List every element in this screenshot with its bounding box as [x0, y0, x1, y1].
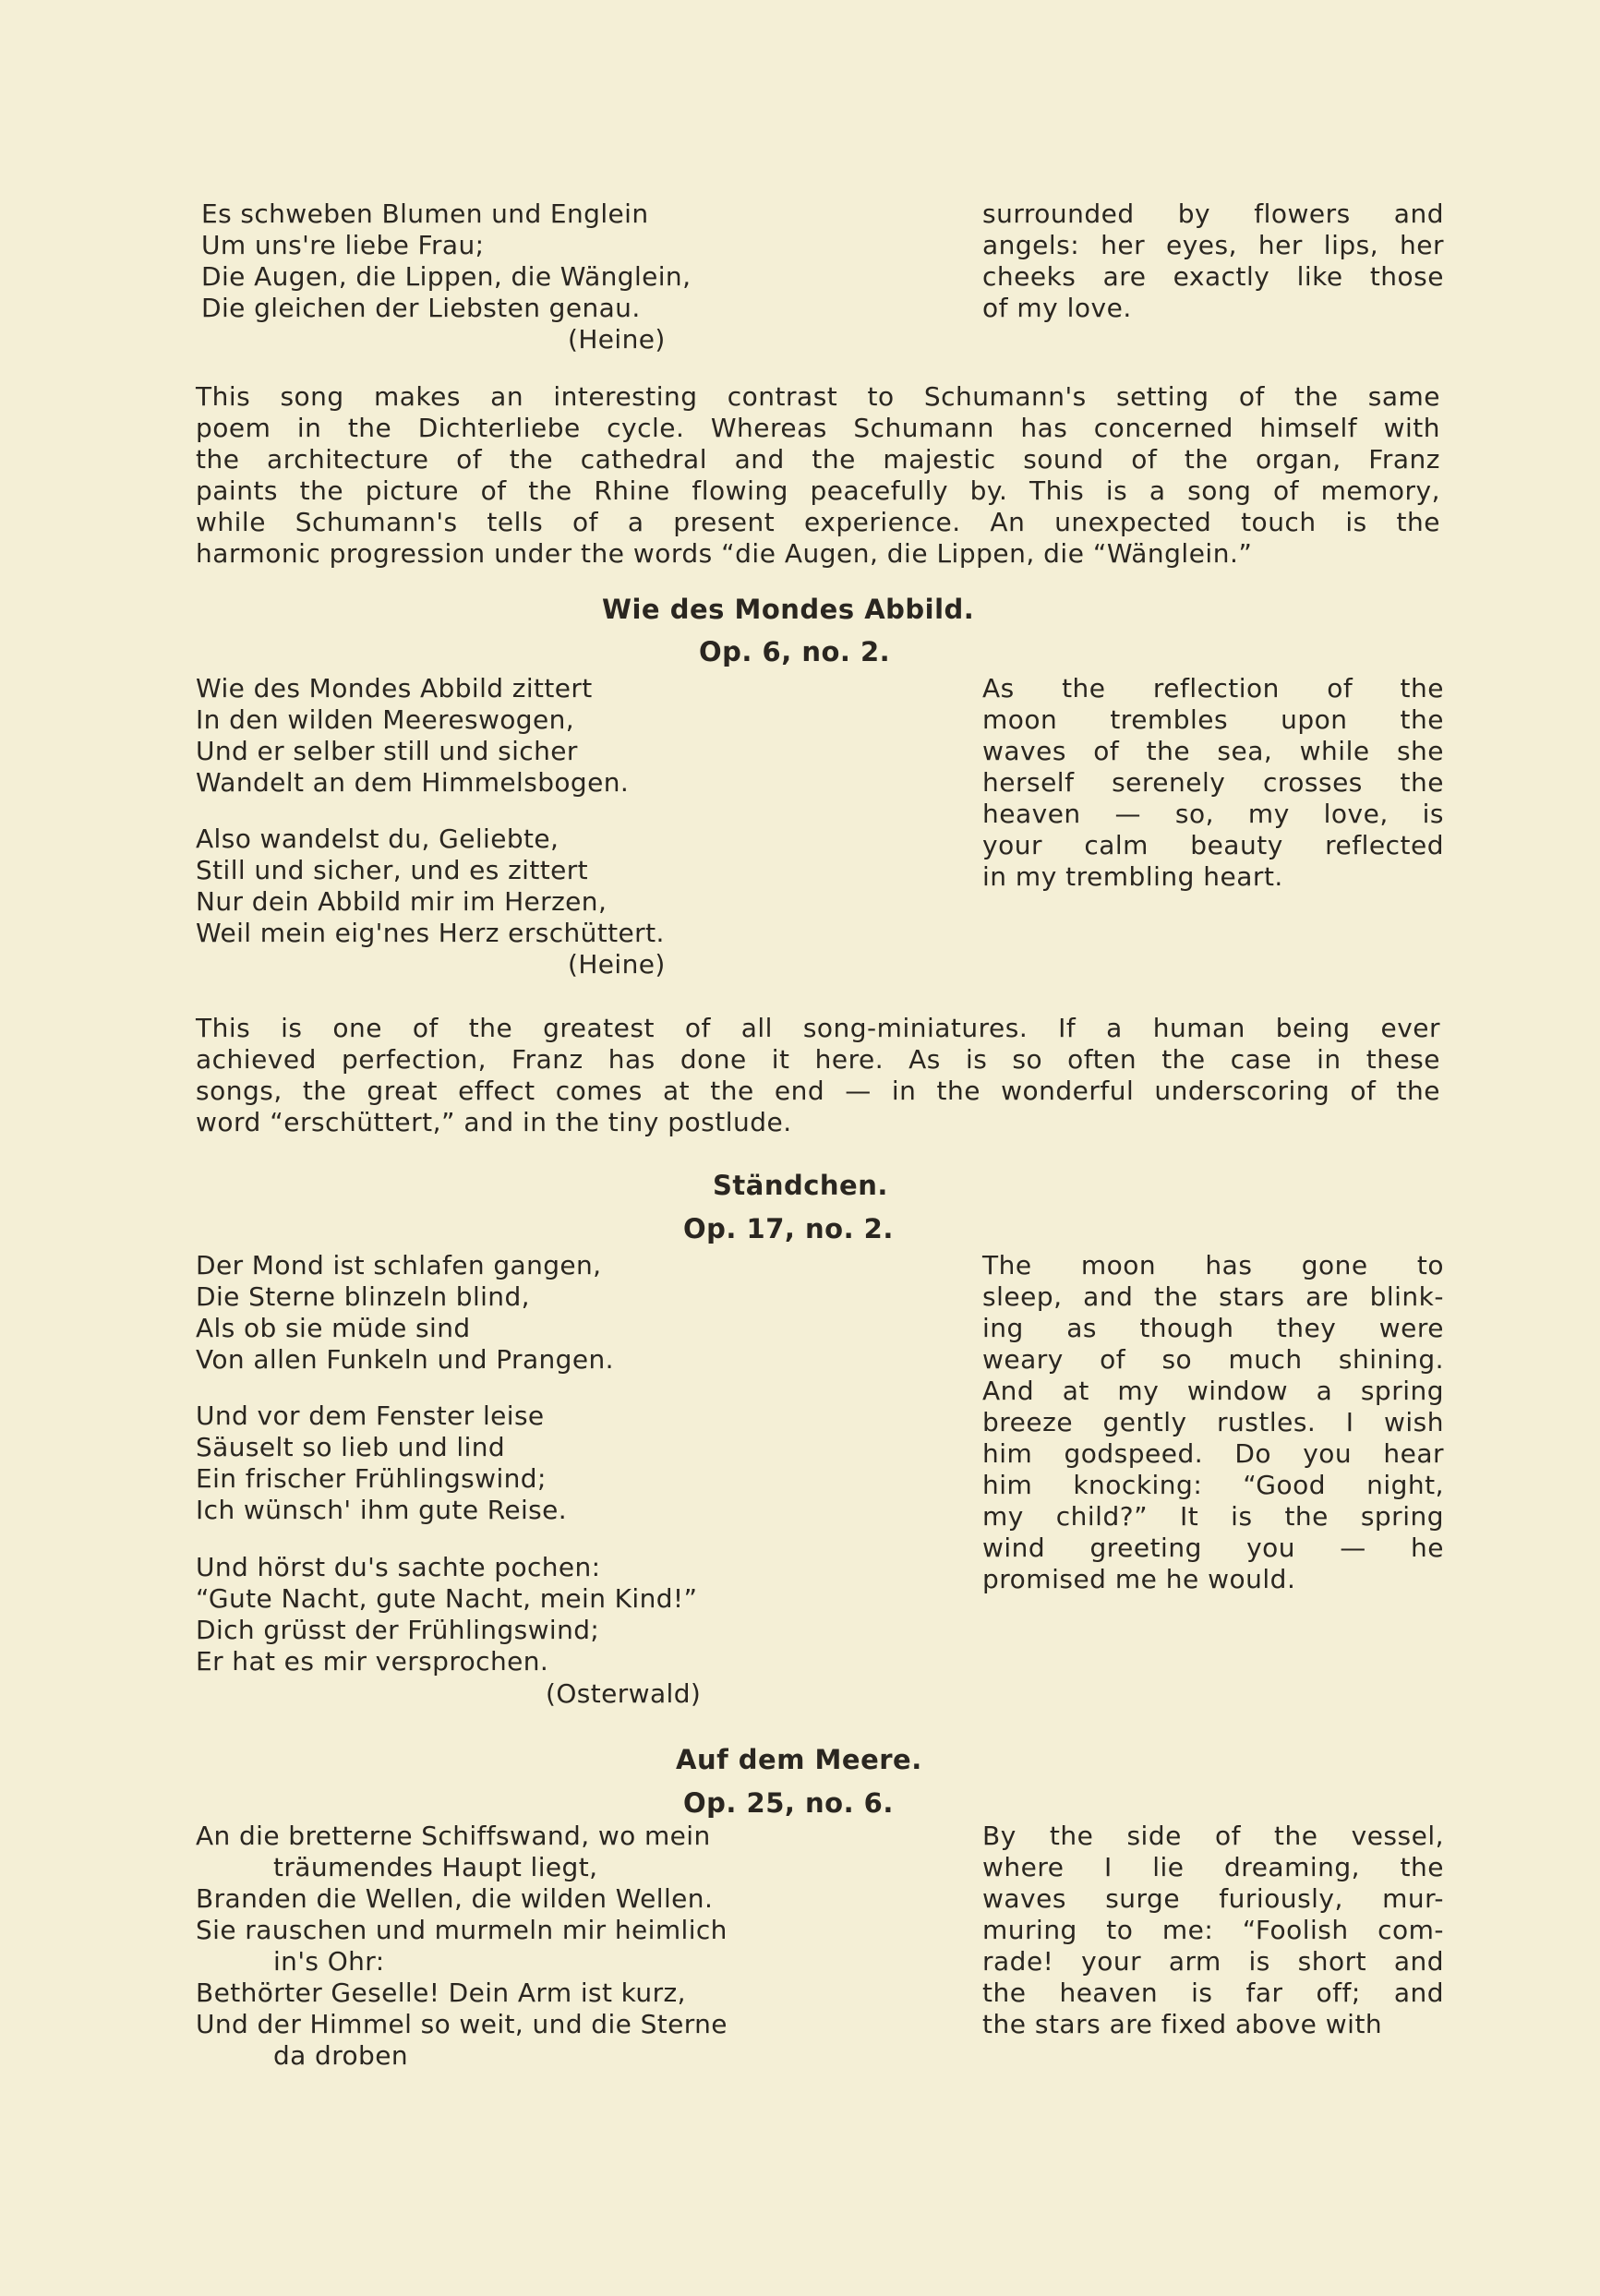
- verse-line: Der Mond ist schlafen gangen,: [196, 1250, 602, 1280]
- verse-line: Dich grüsst der Frühlingswind;: [196, 1615, 600, 1645]
- verse-line: träumendes Haupt liegt,: [273, 1852, 598, 1882]
- verse-line: An die bretterne Schiffswand, wo mein: [196, 1821, 711, 1851]
- translation-line: the heaven is far off; and: [982, 1977, 1444, 2008]
- translation-line: moon trembles upon the: [982, 704, 1444, 735]
- translation-line: him knocking: “Good night,: [982, 1470, 1444, 1500]
- song-title: Ständchen.: [713, 1170, 888, 1201]
- translation-line: rade! your arm is short and: [982, 1946, 1444, 1977]
- translation-line: promised me he would.: [982, 1564, 1296, 1594]
- translation-line: in my trembling heart.: [982, 861, 1283, 892]
- translation-line: your calm beauty reflected: [982, 830, 1444, 860]
- verse-line: Und hörst du's sachte pochen:: [196, 1552, 601, 1582]
- paragraph-line: songs, the great effect comes at the end — in the wonderful underscoring of the: [196, 1076, 1440, 1106]
- paragraph-line: harmonic progression under the words “die Augen, die Lippen, die “Wänglein.”: [196, 538, 1253, 569]
- paragraph-line: poem in the Dichterliebe cycle. Whereas Schumann has concerned himself with: [196, 413, 1440, 443]
- verse-line: Er hat es mir versprochen.: [196, 1646, 549, 1677]
- verse-line: Und vor dem Fenster leise: [196, 1400, 545, 1431]
- paragraph-line: while Schumann's tells of a present experience. An unexpected touch is the: [196, 507, 1440, 537]
- translation-line: heaven — so, my love, is: [982, 799, 1444, 829]
- translation-line: him godspeed. Do you hear: [982, 1438, 1444, 1469]
- verse-line: Wie des Mondes Abbild zittert: [196, 673, 593, 703]
- verse-line: Und er selber still und sicher: [196, 736, 578, 766]
- verse-line: Also wandelst du, Geliebte,: [196, 823, 559, 854]
- attribution: (Osterwald): [546, 1678, 702, 1709]
- attribution: (Heine): [568, 949, 666, 980]
- paragraph-line: This is one of the greatest of all song-miniatures. If a human being ever: [196, 1013, 1440, 1043]
- song-opus: Op. 25, no. 6.: [683, 1787, 894, 1819]
- song-title: Auf dem Meere.: [676, 1744, 922, 1775]
- verse-line: in's Ohr:: [273, 1946, 385, 1977]
- translation-line: my child?” It is the spring: [982, 1501, 1444, 1532]
- translation-line: waves surge furiously, mur-: [982, 1883, 1444, 1914]
- verse-line: Nur dein Abbild mir im Herzen,: [196, 886, 608, 917]
- english-translation: [982, 673, 1444, 893]
- verse-line: Ein frischer Frühlingswind;: [196, 1463, 547, 1494]
- song-title: Wie des Mondes Abbild.: [602, 594, 975, 625]
- verse-line: In den wilden Meereswogen,: [196, 704, 575, 735]
- translation-line: surrounded by flowers and: [982, 198, 1444, 229]
- translation-line: where I lie dreaming, the: [982, 1852, 1444, 1882]
- translation-line: weary of so much shining.: [982, 1344, 1444, 1375]
- verse-line: Still und sicher, und es zittert: [196, 855, 589, 885]
- verse-line: Wandelt an dem Himmelsbogen.: [196, 767, 630, 798]
- translation-line: sleep, and the stars are blink-: [982, 1281, 1444, 1312]
- translation-line: breeze gently rustles. I wish: [982, 1407, 1444, 1437]
- verse-line: da droben: [273, 2040, 408, 2071]
- verse-line: Ich wünsch' ihm gute Reise.: [196, 1495, 568, 1525]
- translation-line: the stars are fixed above with: [982, 2009, 1383, 2039]
- verse-line: Von allen Funkeln und Prangen.: [196, 1344, 614, 1375]
- paragraph-line: This song makes an interesting contrast to Schumann's setting of the same: [196, 381, 1440, 412]
- verse-line: Die Sterne blinzeln blind,: [196, 1281, 530, 1312]
- translation-line: of my love.: [982, 293, 1132, 323]
- translation-line: By the side of the vessel,: [982, 1821, 1444, 1851]
- paragraph-line: paints the picture of the Rhine flowing peacefully by. This is a song of memory,: [196, 475, 1440, 506]
- translation-line: As the reflection of the: [982, 673, 1444, 703]
- translation-line: ing as though they were: [982, 1313, 1444, 1343]
- commentary-paragraph: [196, 381, 1440, 570]
- translation-line: muring to me: “Foolish com-: [982, 1915, 1444, 1945]
- attribution: (Heine): [568, 324, 666, 355]
- translation-line: cheeks are exactly like those: [982, 261, 1444, 292]
- verse-line: Und der Himmel so weit, und die Sterne: [196, 2009, 728, 2039]
- song-opus: Op. 6, no. 2.: [699, 636, 891, 667]
- translation-line: And at my window a spring: [982, 1376, 1444, 1406]
- english-translation: [982, 1250, 1444, 1595]
- english-translation: [982, 1821, 1444, 2040]
- translation-line: wind greeting you — he: [982, 1533, 1444, 1563]
- translation-line: The moon has gone to: [982, 1250, 1444, 1280]
- verse-line: Als ob sie müde sind: [196, 1313, 471, 1343]
- paragraph-line: the architecture of the cathedral and the majestic sound of the organ, Franz: [196, 444, 1440, 475]
- verse-line: “Gute Nacht, gute Nacht, mein Kind!”: [196, 1583, 698, 1614]
- paragraph-line: word “erschüttert,” and in the tiny postlude.: [196, 1107, 792, 1137]
- verse-line: Um uns're liebe Frau;: [201, 230, 485, 260]
- translation-line: herself serenely crosses the: [982, 767, 1444, 798]
- commentary-paragraph: [196, 1013, 1440, 1138]
- verse-line: Die gleichen der Liebsten genau.: [201, 293, 641, 323]
- verse-line: Säuselt so lieb und lind: [196, 1432, 506, 1462]
- verse-line: Branden die Wellen, die wilden Wellen.: [196, 1883, 714, 1914]
- translation-line: waves of the sea, while she: [982, 736, 1444, 766]
- verse-line: Sie rauschen und murmeln mir heimlich: [196, 1915, 728, 1945]
- verse-line: Die Augen, die Lippen, die Wänglein,: [201, 261, 692, 292]
- english-translation: [982, 198, 1444, 324]
- verse-line: Es schweben Blumen und Englein: [201, 198, 649, 229]
- verse-line: Bethörter Geselle! Dein Arm ist kurz,: [196, 1977, 686, 2008]
- translation-line: angels: her eyes, her lips, her: [982, 230, 1444, 260]
- song-opus: Op. 17, no. 2.: [683, 1213, 894, 1244]
- verse-line: Weil mein eig'nes Herz erschüttert.: [196, 918, 665, 948]
- paragraph-line: achieved perfection, Franz has done it here. As is so often the case in these: [196, 1044, 1440, 1075]
